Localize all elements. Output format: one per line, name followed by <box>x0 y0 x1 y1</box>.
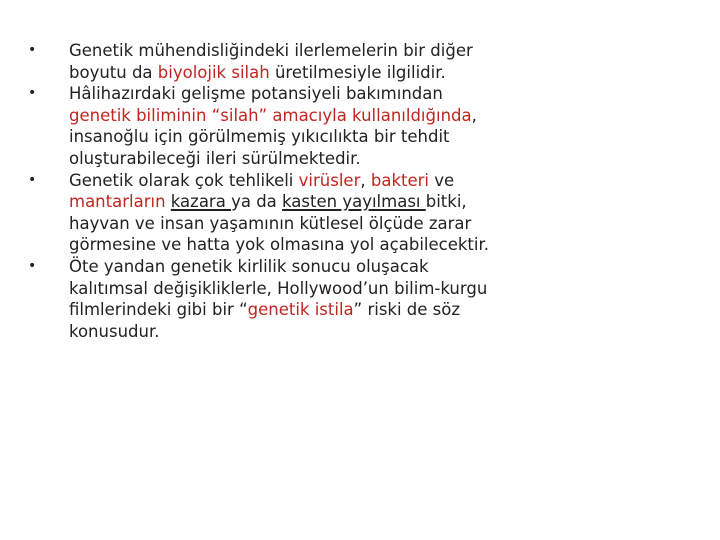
bullet-icon: • <box>28 257 37 274</box>
bullet-text: Genetik mühendisliğindeki ilerlemelerin bir diğer boyutu da biyolojik silah üretilmesiyle ilgilidir. <box>69 41 473 82</box>
bullet-item <box>28 83 508 169</box>
bullet-text: Genetik olarak çok tehlikeli virüsler, bakteri ve mantarların kazara ya da kasten yayılması bitki, hayvan ve insan yaşamının kütlesel ölçüde zarar görmesine ve hatta yok olmasına yol açabilecektir. <box>69 170 489 255</box>
bullet-item <box>28 256 508 342</box>
underlined-term: kasten yayılması <box>282 192 426 212</box>
highlighted-term: mantarların <box>69 192 166 212</box>
bullet-text: Öte yandan genetik kirlilik sonucu oluşacak kalıtımsal değişikliklerle, Hollywood’un bilim-kurgu filmlerindeki gibi bir “genetik istila” riski de söz konusudur. <box>69 256 488 341</box>
highlighted-term: bakteri <box>370 170 429 190</box>
bullet-icon: • <box>28 85 37 102</box>
highlighted-term: genetik istila <box>247 300 354 320</box>
bullet-icon: • <box>28 42 37 58</box>
bullet-item <box>28 40 508 83</box>
highlighted-term: virüsler <box>298 170 361 190</box>
highlighted-term: biyolojik silah <box>157 62 270 82</box>
underlined-term: kazara <box>170 192 232 212</box>
bullet-text: Hâlihazırdaki gelişme potansiyeli bakımından genetik biliminin “silah” amacıyla kullanıldığında, insanoğlu için görülmemiş yıkıcılıkta bir tehdit oluşturabileceği ileri sürülmektedir. <box>69 84 477 168</box>
bullet-item <box>28 170 508 256</box>
bullet-list <box>28 40 508 342</box>
highlighted-term: genetik biliminin “silah” amacıyla kullanıldığında <box>69 105 472 125</box>
bullet-icon: • <box>28 171 37 188</box>
